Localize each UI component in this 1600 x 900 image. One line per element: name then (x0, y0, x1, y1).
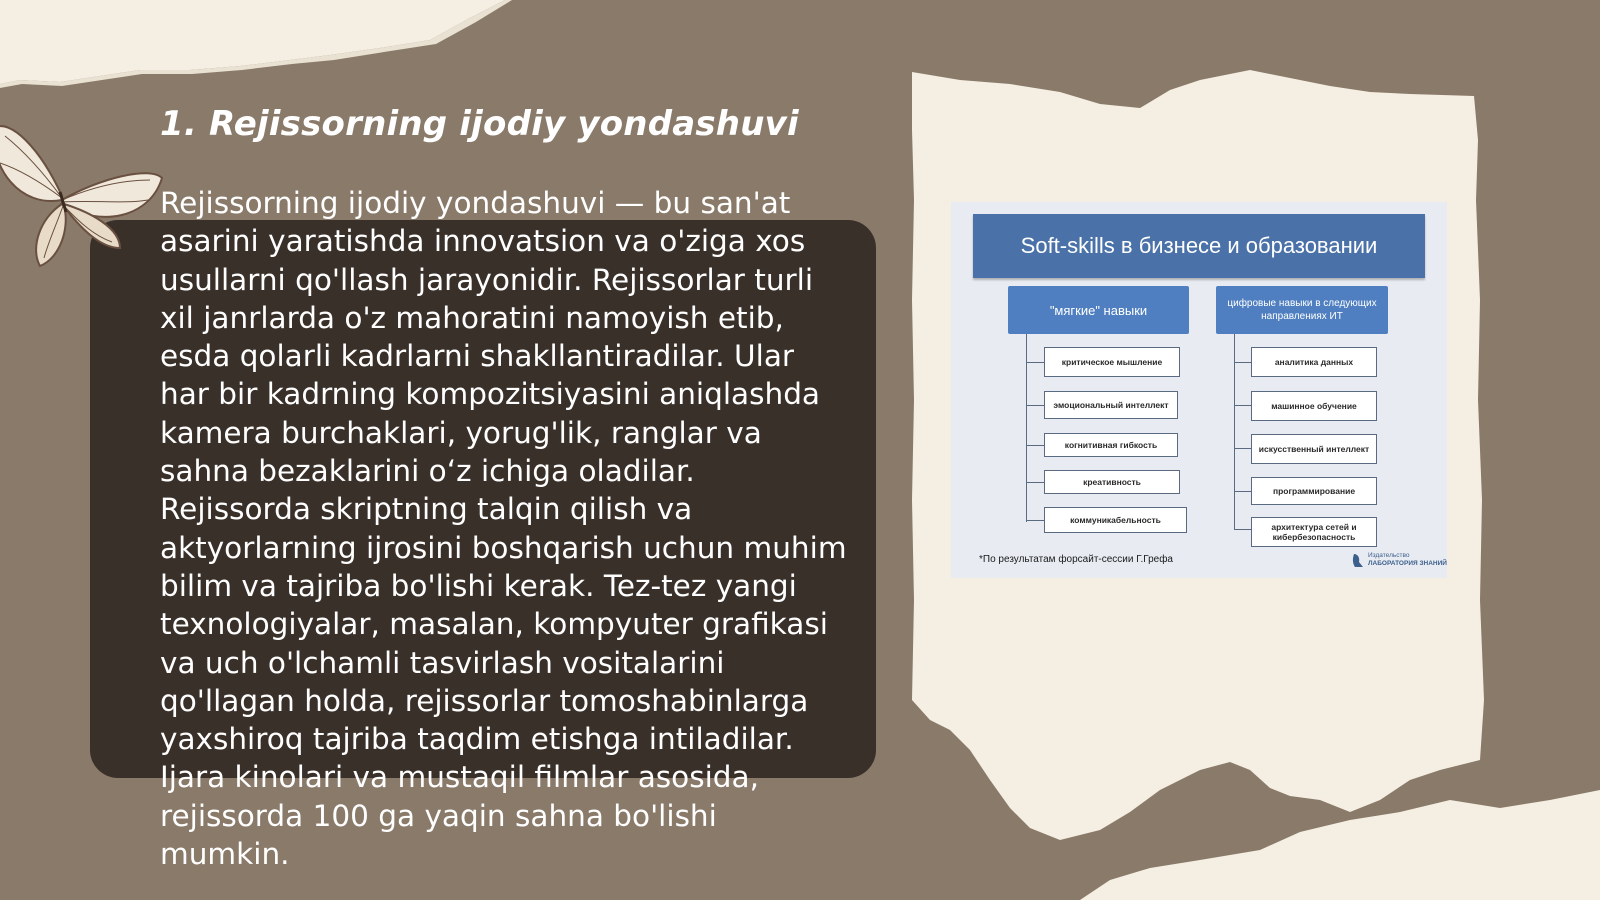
connector-tick (1026, 482, 1044, 483)
diagram-right-header: цифровые навыки в следующих направлениях ИТ (1216, 286, 1388, 334)
diagram-left-item: креативность (1044, 470, 1180, 494)
connector-tick (1026, 405, 1044, 406)
butterfly-icon (0, 108, 170, 278)
bird-icon (1351, 552, 1365, 568)
diagram-footnote: *По результатам форсайт-сессии Г.Грефа (979, 554, 1173, 565)
diagram-title: Soft-skills в бизнесе и образовании (973, 214, 1425, 278)
diagram-right-item: искусственный интеллект (1251, 434, 1377, 464)
connector-tick (1026, 520, 1044, 521)
diagram-right-item: архитектура сетей и кибербезопасность (1251, 517, 1377, 547)
diagram-left-item: коммуникабельность (1044, 507, 1187, 533)
diagram-left-item: критическое мышление (1044, 347, 1180, 377)
diagram-right-item: машинное обучение (1251, 391, 1377, 421)
connector-tick (1234, 405, 1251, 406)
diagram-left-item: когнитивная гибкость (1044, 433, 1178, 457)
connector-tick (1234, 448, 1251, 449)
soft-skills-diagram (951, 202, 1447, 578)
connector-tick (1234, 362, 1251, 363)
slide-heading: 1. Rejissorning ijodiy yondashuvi (160, 104, 799, 144)
diagram-right-connector (1234, 334, 1235, 530)
logo-line2: ЛАБОРАТОРИЯ ЗНАНИЙ (1368, 560, 1447, 567)
logo-line1: Издательство (1368, 552, 1410, 559)
diagram-right-item: программирование (1251, 477, 1377, 505)
diagram-right-item: аналитика данных (1251, 347, 1377, 377)
connector-tick (1234, 529, 1251, 530)
slide-body-text: Rejissorning ijodiy yondashuvi — bu san'at asarini yaratishda innovatsion va o'ziga xos usullarni qo'llash jarayonidir. Rejissorlar turli xil janrlarda o'z mahoratini namoyish etib, esda qolarli kadrlarni shakllantiradilar. Ular har bir kadrning kompozitsiyasini aniqlashda kamera burchaklari, yorug'lik, ranglar va sahna bezaklarini o‘z ichiga oladilar. Rejissorda skriptning talqin qilish va aktyorlarning ijrosini boshqarish uchun muhim bilim va tajriba bo'lishi kerak. Tez-tez yangi texnologiyalar, masalan, kompyuter grafikasi va uch o'lchamli tasvirlash vositalarini qo'llagan holda, rejissorlar tomoshabinlarga yaxshiroq tajriba taqdim etishga intiladilar. Ijara kinolari va mustaqil filmlar asosida, rejissorda 100 ga yaqin sahna bo'lishi mumkin. (160, 186, 847, 872)
publisher-logo (1351, 552, 1447, 568)
diagram-left-item: эмоциональный интеллект (1044, 391, 1178, 419)
diagram-left-header: "мягкие" навыки (1008, 286, 1189, 334)
connector-tick (1026, 445, 1044, 446)
connector-tick (1234, 491, 1251, 492)
connector-tick (1026, 362, 1044, 363)
